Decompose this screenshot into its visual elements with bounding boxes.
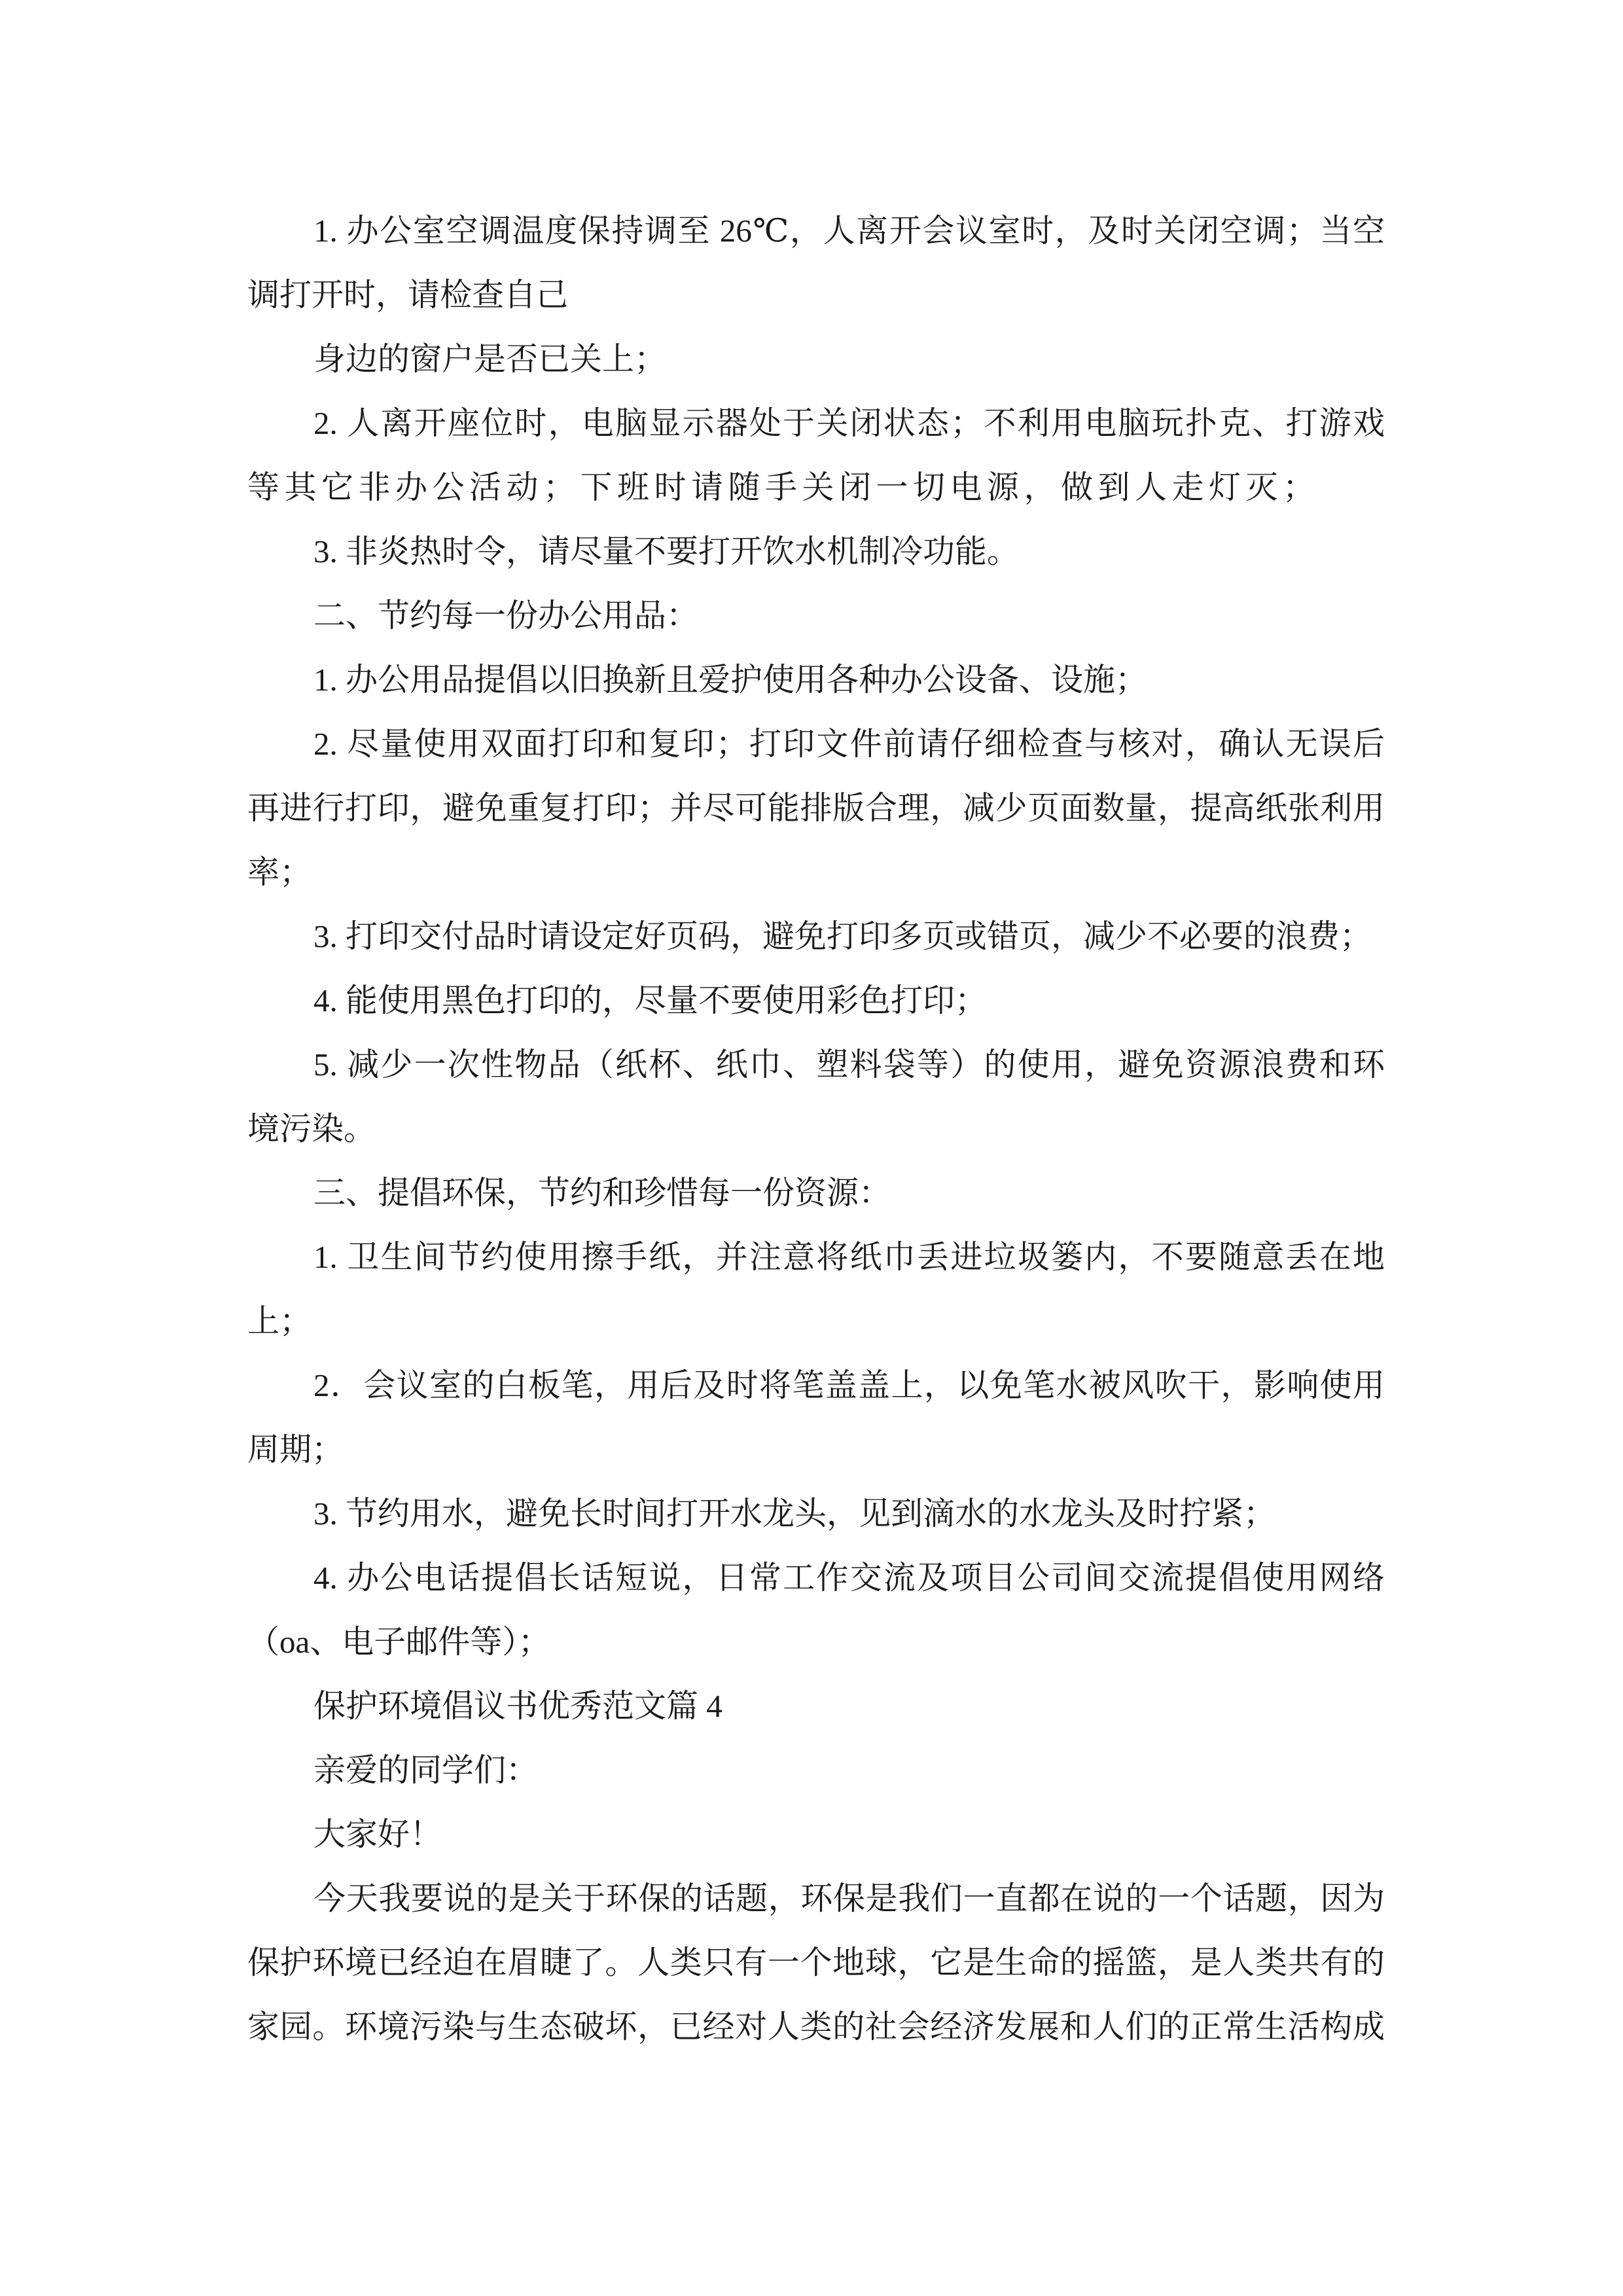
paragraph: [247, 391, 1385, 520]
paragraph-line: 1. 办公室空调温度保持调至 26℃，人离开会议室时，及时关闭空调；当空: [313, 213, 1385, 249]
paragraph-line: 三、提倡环保，节约和珍惜每一份资源：: [313, 1175, 891, 1211]
paragraph-line: 保护环境倡议书优秀范文篇 4: [313, 1688, 722, 1724]
paragraph-line: 周期；: [247, 1431, 344, 1467]
paragraph-line: 家园。环境污染与生态破坏，已经对人类的社会经济发展和人们的正常生活构成: [247, 2009, 1385, 2045]
paragraph: [247, 1033, 1385, 1161]
paragraph-line: 等其它非办公活动；下班时请随手关闭一切电源，做到人走灯灭；: [247, 469, 1320, 505]
greeting: [247, 1803, 1385, 1867]
document-body: [247, 199, 1385, 2059]
paragraph-line: 再进行打印，避免重复打印；并尽可能排版合理，减少页面数量，提高纸张利用: [247, 790, 1385, 826]
article-title: [247, 1674, 1385, 1738]
paragraph-line: 3. 打印交付品时请设定好页码，避免打印多页或错页，减少不必要的浪费；: [313, 918, 1372, 954]
paragraph-line: 4. 办公电话提倡长话短说，日常工作交流及项目公司间交流提倡使用网络: [313, 1560, 1385, 1596]
paragraph-line: 2. 人离开座位时，电脑显示器处于关闭状态；不利用电脑玩扑克、打游戏: [313, 405, 1385, 441]
paragraph-line: 4. 能使用黑色打印的，尽量不要使用彩色打印；: [313, 982, 988, 1018]
paragraph-line: （oa、电子邮件等）；: [247, 1624, 550, 1660]
paragraph-line: 今天我要说的是关于环保的话题，环保是我们一直都在说的一个话题，因为: [313, 1880, 1385, 1916]
paragraph-line: 3. 节约用水，避免长时间打开水龙头，见到滴水的水龙头及时拧紧；: [313, 1496, 1276, 1532]
paragraph-line: 调打开时，请检查自己: [247, 277, 569, 313]
paragraph: [247, 1546, 1385, 1674]
paragraph-line: 1. 办公用品提倡以旧换新且爱护使用各种办公设备、设施；: [313, 662, 1148, 698]
paragraph-line: 上；: [247, 1303, 312, 1339]
paragraph: [247, 969, 1385, 1033]
paragraph: [247, 648, 1385, 712]
paragraph-line: 1. 卫生间节约使用擦手纸，并注意将纸巾丢进垃圾篓内，不要随意丢在地: [313, 1239, 1385, 1275]
paragraph-line: 身边的窗户是否已关上；: [313, 341, 667, 377]
paragraph: [247, 199, 1385, 327]
paragraph-line: 保护环境已经迫在眉睫了。人类只有一个地球，它是生命的摇篮，是人类共有的: [247, 1945, 1385, 1981]
paragraph: [247, 1867, 1385, 2059]
paragraph: [247, 1482, 1385, 1546]
paragraph-line: 大家好！: [313, 1816, 442, 1852]
section-heading: [247, 584, 1385, 648]
paragraph: [247, 712, 1385, 905]
paragraph-line: 5. 减少一次性物品（纸杯、纸巾、塑料袋等）的使用，避免资源浪费和环: [313, 1047, 1385, 1083]
section-heading: [247, 1161, 1385, 1225]
salutation: [247, 1738, 1385, 1803]
paragraph-line: 2. 尽量使用双面打印和复印；打印文件前请仔细检查与核对，确认无误后: [313, 726, 1385, 762]
paragraph: [247, 1225, 1385, 1354]
paragraph-line: 3. 非炎热时令，请尽量不要打开饮水机制冷功能。: [313, 533, 1020, 569]
paragraph-line: 率；: [247, 854, 312, 890]
paragraph: [247, 520, 1385, 584]
paragraph-line: 境污染。: [247, 1111, 376, 1147]
paragraph-line: 二、节约每一份办公用品：: [313, 598, 699, 634]
paragraph-line: 亲爱的同学们：: [313, 1752, 539, 1788]
paragraph: [247, 1354, 1385, 1482]
paragraph: [247, 905, 1385, 969]
paragraph-line: 2．会议室的白板笔，用后及时将笔盖盖上，以免笔水被风吹干，影响使用: [313, 1367, 1385, 1403]
paragraph: [247, 327, 1385, 391]
